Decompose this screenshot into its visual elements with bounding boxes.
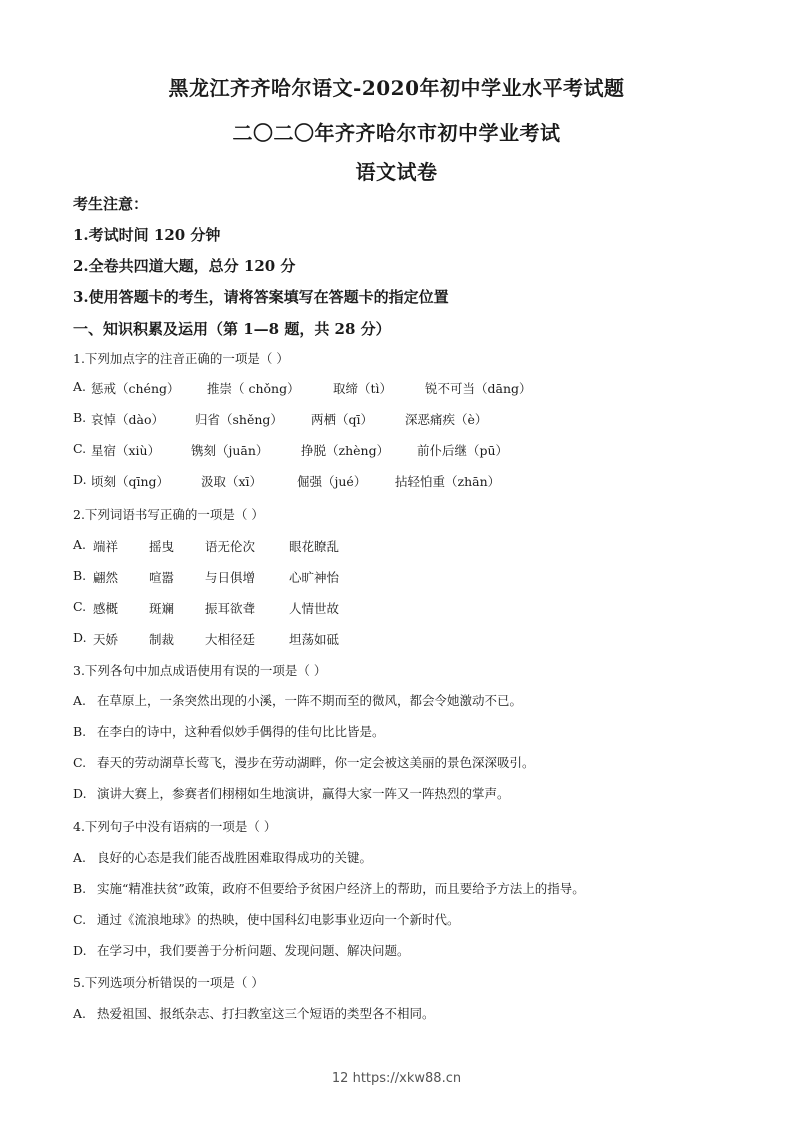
option-cell: 锐不可当（dāng） [425, 381, 532, 396]
question-1-option-b [73, 410, 488, 427]
notice-heading: 考生注意： [73, 195, 149, 213]
option-text: 演讲大赛上，参赛者们栩栩如生地演讲，赢得大家一阵又一阵热烈的掌声。 [97, 786, 510, 801]
notice-item: 2.全卷共四道大题，总分 120 分 [73, 257, 296, 275]
question-5-stem: 5.下列选项分析错误的一项是（ ） [73, 975, 264, 990]
option-cell: 惩戒（chéng） [91, 381, 180, 396]
question-2-option-d [73, 630, 340, 647]
option-cell: 大相径廷 [205, 632, 256, 647]
option-cell: 星宿（xiù） [91, 443, 161, 458]
question-4-option-d [73, 941, 410, 959]
option-cell: 翩然 [93, 570, 119, 585]
question-2-option-a [73, 537, 340, 554]
option-cell: 斑斓 [149, 601, 175, 616]
option-cell: 喧嚣 [149, 570, 175, 585]
option-cell: 振耳欲聋 [205, 601, 256, 616]
option-key: B. [73, 881, 87, 896]
option-cell: 拈轻怕重（zhān） [395, 474, 501, 489]
option-key: D. [73, 786, 87, 801]
option-key: A. [73, 850, 87, 865]
option-key: A. [73, 693, 87, 708]
option-key: A. [73, 379, 87, 394]
option-cell: 哀悼（dào） [91, 412, 164, 427]
question-1-stem: 1.下列加点字的注音正确的一项是（ ） [73, 351, 289, 366]
section-heading: 一、知识积累及运用（第 1—8 题，共 28 分） [73, 320, 391, 338]
option-text: 在李白的诗中，这种看似妙手偶得的佳句比比皆是。 [97, 724, 385, 739]
question-4-option-a [73, 848, 372, 866]
question-1-option-a [73, 379, 532, 396]
option-key: C. [73, 912, 87, 927]
option-text: 在草原上，一条突然出现的小溪，一阵不期而至的微风，都会令她激动不已。 [97, 693, 523, 708]
option-cell: 天娇 [93, 632, 119, 647]
option-cell: 语无伦次 [205, 539, 256, 554]
question-4-option-c [73, 910, 460, 928]
question-3-option-d [73, 784, 510, 802]
option-text: 热爱祖国、报纸杂志、打扫教室这三个短语的类型各不相同。 [97, 1006, 435, 1021]
question-3-option-c [73, 753, 535, 771]
question-2-option-c [73, 599, 340, 616]
option-cell: 感概 [93, 601, 119, 616]
question-3-stem: 3.下列各句中加点成语使用有误的一项是（ ） [73, 663, 327, 678]
question-5-option-a [73, 1004, 435, 1022]
question-3-option-b [73, 722, 385, 740]
option-text: 通过《流浪地球》的热映，使中国科幻电影事业迈向一个新时代。 [97, 912, 460, 927]
option-key: A. [73, 537, 87, 552]
option-key: C. [73, 755, 87, 770]
question-4-stem: 4.下列句子中没有语病的一项是（ ） [73, 819, 277, 834]
option-key: C. [73, 441, 87, 456]
option-text: 在学习中，我们要善于分析问题、发现问题、解决问题。 [97, 943, 410, 958]
question-1-option-d [73, 472, 501, 489]
exam-title: 黑龙江齐齐哈尔语文-2020年初中学业水平考试题 [168, 76, 625, 100]
question-4-option-b [73, 879, 585, 897]
option-cell: 心旷神怡 [289, 570, 340, 585]
option-key: B. [73, 724, 87, 739]
option-cell: 镌刻（juān） [191, 443, 269, 458]
option-cell: 制裁 [149, 632, 175, 647]
option-cell: 挣脱（zhèng） [301, 443, 390, 458]
question-3-option-a [73, 691, 522, 709]
option-cell: 端祥 [93, 539, 119, 554]
option-key: A. [73, 1006, 87, 1021]
option-key: C. [73, 599, 87, 614]
option-cell: 摇曳 [149, 539, 175, 554]
question-2-stem: 2.下列词语书写正确的一项是（ ） [73, 507, 264, 522]
option-key: D. [73, 943, 87, 958]
option-cell: 深恶痛疾（è） [405, 412, 488, 427]
option-cell: 汲取（xī） [201, 474, 263, 489]
notice-item: 3.使用答题卡的考生，请将答案填写在答题卡的指定位置 [73, 288, 449, 306]
question-1-option-c [73, 441, 509, 458]
option-text: 良好的心态是我们能否战胜困难取得成功的关键。 [97, 850, 373, 865]
page-footer: 12 https://xkw88.cn [331, 1071, 462, 1086]
option-cell: 前仆后继（pū） [417, 443, 509, 458]
option-key: B. [73, 568, 87, 583]
option-cell: 坦荡如砥 [289, 632, 340, 647]
option-cell: 与日俱增 [205, 570, 256, 585]
option-cell: 推崇（ chǒng） [207, 381, 300, 396]
option-key: D. [73, 630, 87, 645]
option-text: 实施“精准扶贫”政策，政府不但要给予贫困户经济上的帮助，而且要给予方法上的指导。 [97, 881, 585, 896]
notice-item: 1.考试时间 120 分钟 [73, 226, 221, 244]
option-key: D. [73, 472, 87, 487]
option-cell: 两栖（qī） [311, 412, 373, 427]
option-cell: 归省（shěng） [195, 412, 283, 427]
option-key: B. [73, 410, 87, 425]
option-text: 春天的劳动湖草长莺飞，漫步在劳动湖畔，你一定会被这美丽的景色深深吸引。 [97, 755, 535, 770]
option-cell: 顷刻（qīng） [91, 474, 170, 489]
option-cell: 人情世故 [289, 601, 340, 616]
option-cell: 眼花瞭乱 [289, 539, 340, 554]
paper-name: 语文试卷 [355, 160, 438, 184]
question-2-option-b [73, 568, 340, 585]
option-cell: 倔强（jué） [297, 474, 367, 489]
exam-subtitle: 二〇二〇年齐齐哈尔市初中学业考试 [232, 121, 561, 145]
option-cell: 取缔（tì） [333, 381, 393, 396]
